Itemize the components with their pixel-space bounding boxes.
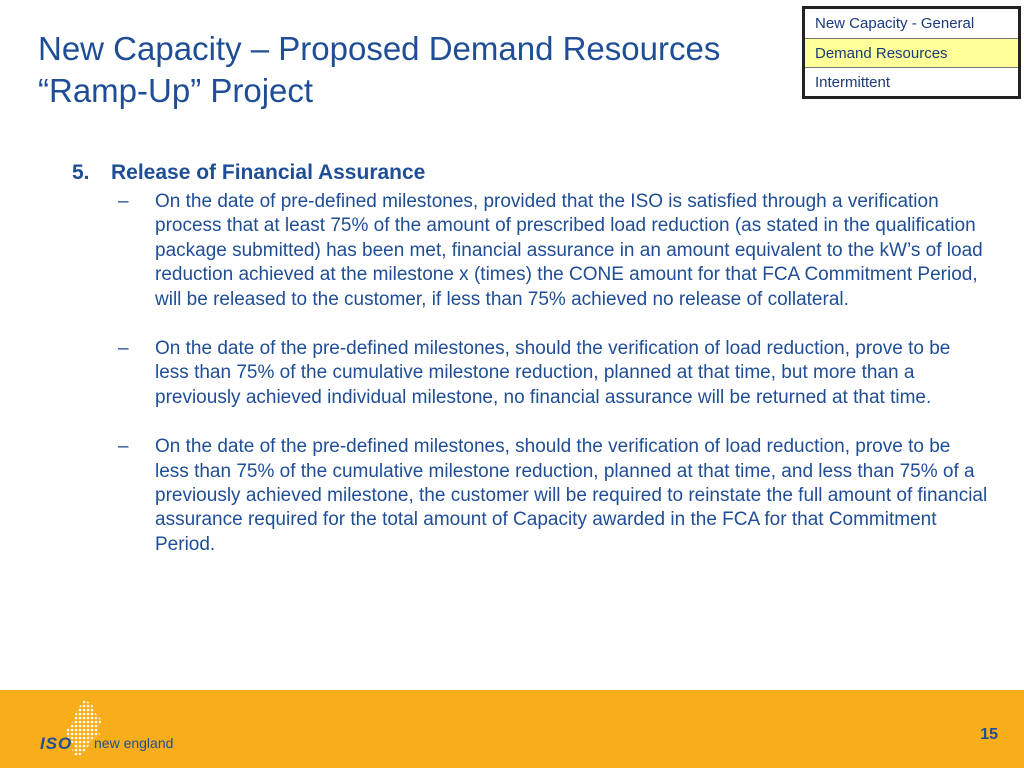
- bullet-dash: –: [118, 191, 129, 212]
- footer-bar: [0, 690, 1024, 768]
- slide-title: [38, 28, 720, 112]
- page-number: 15: [980, 726, 998, 743]
- nav-item-demand-resources[interactable]: Demand Resources: [805, 38, 1018, 67]
- slide-content: [72, 160, 992, 582]
- section-heading: [72, 160, 992, 185]
- slide-title-line1: New Capacity – Proposed Demand Resources: [38, 30, 721, 67]
- bullet-dash: –: [118, 436, 129, 458]
- nav-item-intermittent[interactable]: Intermittent: [805, 67, 1018, 96]
- bullet-item: [118, 435, 992, 557]
- section-number: 5.: [72, 161, 90, 184]
- bullet-text: On the date of pre-defined milestones, provided that the ISO is satisfied through a verification process that at least 75% of the amount of prescribed load reduction (as stated in the qualification package submitted) has been met, financial assurance in an amount equivalent to the kW’s of load reduction achieved at the milestone x (times) the CONE amount for that FCA Commitment Period, will be released to the customer, if less than 75% achieved no release of collateral.: [155, 191, 983, 310]
- section-heading-text: Release of Financial Assurance: [111, 161, 426, 184]
- bullet-text: On the date of the pre-defined milestones, should the verification of load reduction, prove to be less than 75% of the cumulative milestone reduction, planned at that time, but more than a previously achieved individual milestone, no financial assurance will be returned at that time.: [155, 338, 951, 408]
- bullet-item: [118, 337, 992, 410]
- bullet-list: [118, 190, 992, 557]
- logo-new-england-text: new england: [94, 735, 174, 751]
- logo-iso-text: ISO: [40, 734, 73, 753]
- bullet-item: [118, 190, 992, 312]
- bullet-dash: –: [118, 338, 129, 360]
- bullet-text: On the date of the pre-defined milestones, should the verification of load reduction, prove to be less than 75% of the cumulative milestone reduction, planned at that time, and less than 75% of a previously achieved milestone, the customer will be required to reinstate the full amount of financial assurance required for the total amount of Capacity awarded in the FCA for that Commitment Period.: [155, 436, 988, 555]
- section-nav: [802, 6, 1021, 99]
- slide-title-line2: “Ramp-Up” Project: [38, 72, 314, 109]
- nav-item-new-capacity-general[interactable]: New Capacity - General: [815, 15, 975, 32]
- iso-new-england-logo: [40, 700, 200, 760]
